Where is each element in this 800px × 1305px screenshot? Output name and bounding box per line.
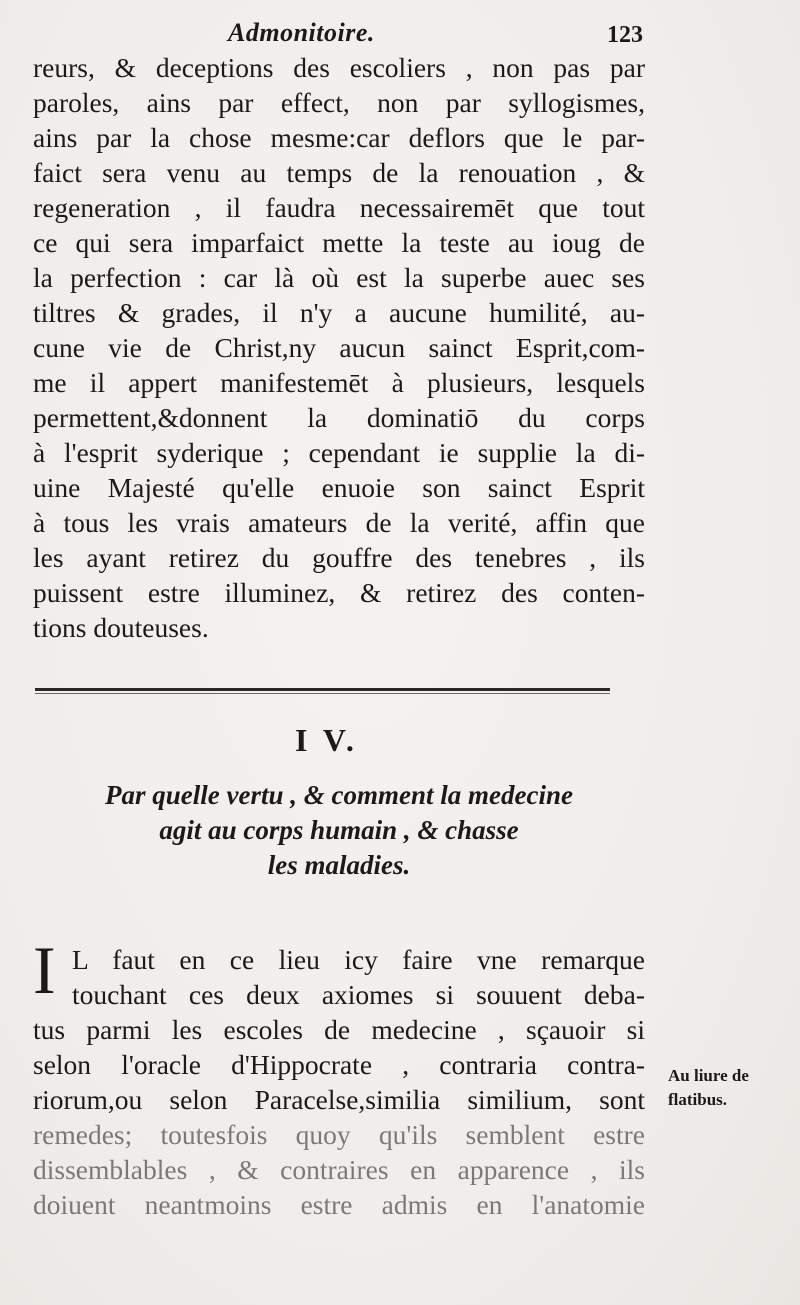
text-line: tions douteuses. [33, 612, 209, 643]
text-line: uine Majesté qu'elle enuoie son sainct Esprit [33, 472, 645, 503]
text-line: ains par la chose mesme:car deflors que le par- [33, 122, 645, 153]
text-line: me il appert manifestemēt à plusieurs, lesquels [33, 367, 645, 398]
running-head: Admonitoire. [228, 18, 375, 47]
text-line: ce qui sera imparfaict mette la teste au ioug de [33, 227, 645, 258]
text-line: cune vie de Christ,ny aucun sainct Esprit,com- [33, 332, 645, 363]
text-line: permettent,&donnent la dominatiō du corps [33, 402, 645, 433]
text-line: à l'esprit syderique ; cependant ie supplie la di- [33, 437, 645, 468]
marginal-note-line: Au liure de [668, 1066, 749, 1085]
text-line: dissemblables , & contraires en apparence , ils [33, 1154, 645, 1185]
text-line: paroles, ains par effect, non par syllogismes, [33, 87, 645, 118]
page-number: 123 [607, 22, 643, 48]
text-line: faict sera venu au temps de la renouation , & [33, 157, 645, 188]
chapter-title-line: les maladies. [267, 850, 411, 880]
text-line: les ayant retirez du gouffre des tenebres , ils [33, 542, 645, 573]
chapter-title-line: Par quelle vertu , & comment la medecine [105, 780, 573, 810]
text-line: la perfection : car là où est la superbe auec ses [33, 262, 645, 293]
marginal-note-line: flatibus. [668, 1090, 728, 1109]
text-line: doiuent neantmoins estre admis en l'anatomie [33, 1189, 645, 1220]
text-line: à tous les vrais amateurs de la verité, affin que [33, 507, 645, 538]
text-line: L faut en ce lieu icy faire vne remarque [72, 944, 645, 975]
chapter-number: I V. [295, 722, 358, 758]
text-line: regeneration , il faudra necessairemēt que tout [33, 192, 645, 223]
text-line: puissent estre illuminez, & retirez des conten- [33, 577, 645, 608]
text-line: tus parmi les escoles de medecine , sçauoir si [33, 1014, 645, 1045]
text-line: touchant ces deux axiomes si souuent deba- [72, 979, 645, 1010]
chapter-title-line: agit au corps humain , & chasse [159, 815, 519, 845]
text-line: remedes; toutesfois quoy qu'ils semblent estre [33, 1119, 645, 1150]
text-line: reurs, & deceptions des escoliers , non pas par [33, 52, 645, 83]
text-line: riorum,ou selon Paracelse,similia similium, sont [33, 1084, 645, 1115]
text-line: selon l'oracle d'Hippocrate , contraria contra- [33, 1049, 645, 1080]
section-divider-thin [35, 693, 610, 694]
drop-cap: I [33, 932, 56, 1008]
text-line: tiltres & grades, il n'y a aucune humilité, au- [33, 297, 645, 328]
section-divider [35, 688, 610, 691]
